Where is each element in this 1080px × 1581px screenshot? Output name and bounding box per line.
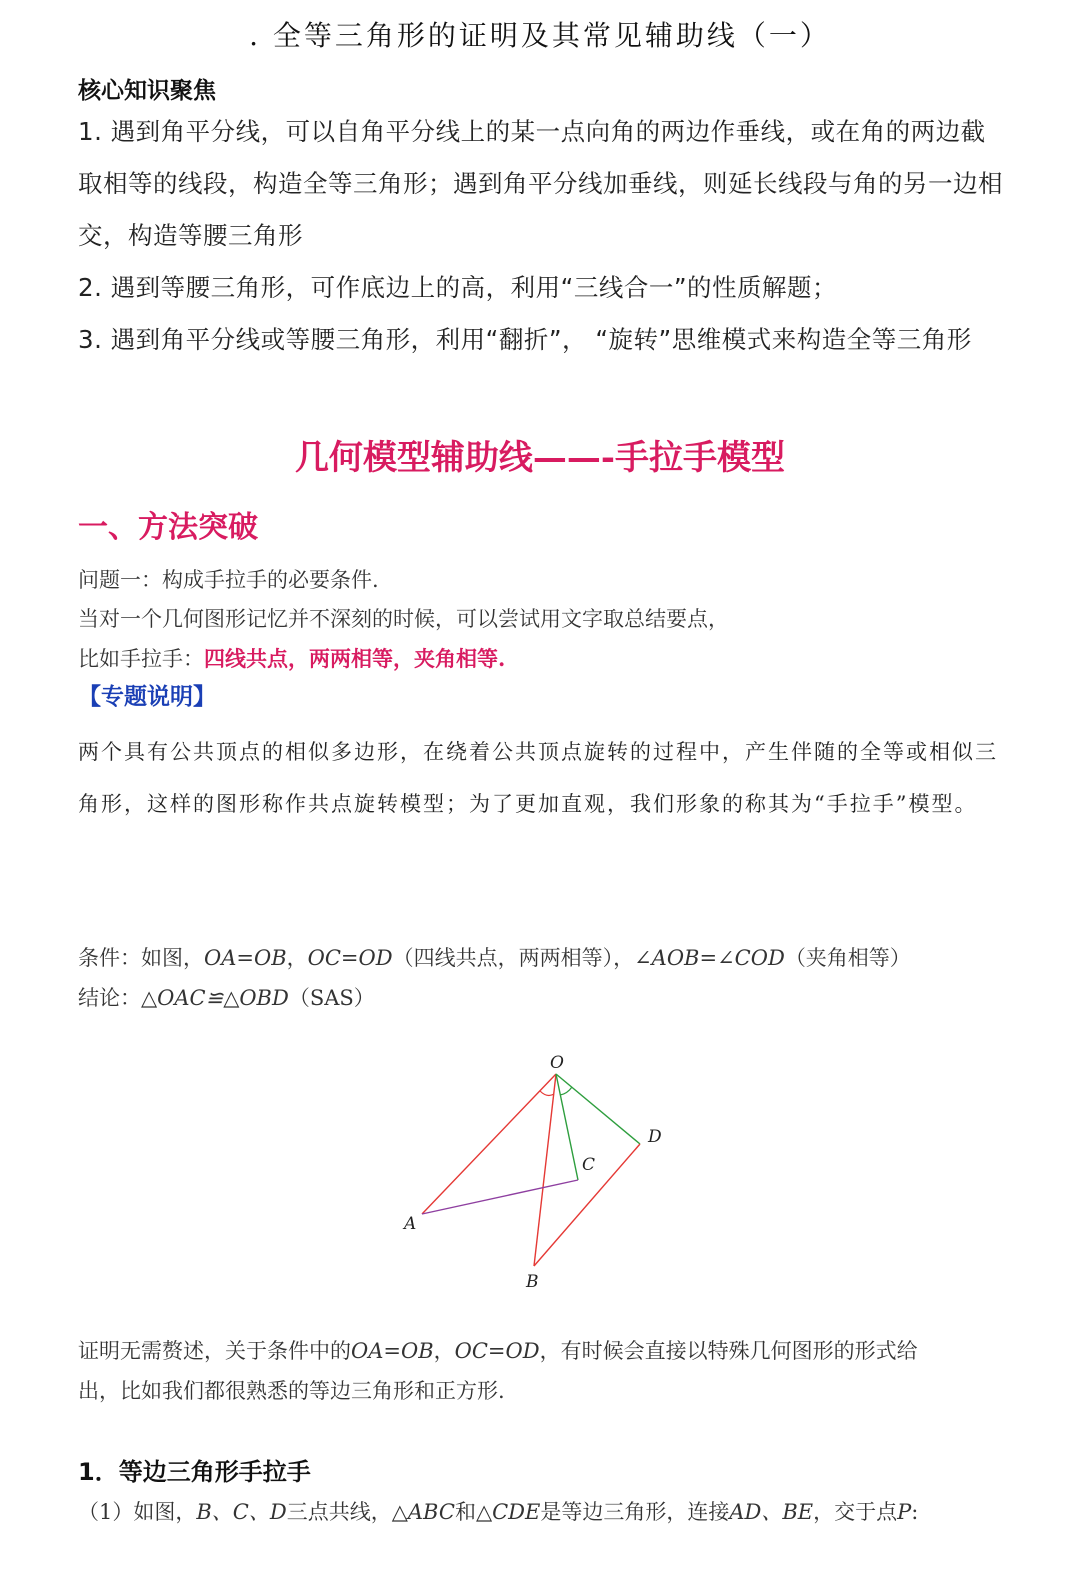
method-hint: 当对一个几何图形记忆并不深刻的时候，可以尝试用文字取总结要点， (78, 607, 729, 631)
method-summary (78, 643, 505, 673)
problem-triangle-abc: △ABC (391, 1500, 455, 1524)
core-point-3: 3. 遇到角平分线或等腰三角形，利用“翻折”， “旋转”思维模式来构造全等三角形 (78, 325, 972, 354)
problem-mid-2: 是等边三角形，连接 (540, 1500, 730, 1524)
proof-note-text-2: ，有时候会直接以特殊几何图形的形式给 (539, 1339, 918, 1363)
problem-segments: AD、BE (729, 1500, 814, 1524)
method-question: 问题一：构成手拉手的必要条件. (78, 568, 379, 592)
method-summary-prefix: 比如手拉手： (78, 647, 204, 671)
core-knowledge-heading: 核心知识聚焦 (78, 78, 216, 104)
angle-arc-aob (540, 1091, 554, 1095)
problem-triangle-cde: △CDE (475, 1500, 541, 1524)
label-b: B (526, 1272, 539, 1292)
subsection-heading: 1．等边三角形手拉手 (78, 1458, 311, 1486)
problem-prefix: （1）如图， (78, 1500, 197, 1524)
proof-note-line-1 (78, 1335, 918, 1365)
section-title: 一、方法突破 (78, 510, 258, 545)
core-point-2: 2. 遇到等腰三角形，可作底边上的高，利用“三线合一”的性质解题； (78, 273, 838, 302)
topic-description: 两个具有公共顶点的相似多边形，在绕着公共顶点旋转的过程中，产生伴随的全等或相似三角形，这样的图形称作共点旋转模型；为了更加直观，我们形象的称其为“手拉手”模型。 (78, 740, 998, 816)
method-summary-highlight: 四线共点，两两相等，夹角相等. (204, 646, 506, 671)
problem-mid: 三点共线， (286, 1500, 392, 1524)
conclusion-expr: △OAC≌△OBD (141, 986, 289, 1010)
proof-note-eq-1: OA=OB (351, 1339, 434, 1363)
label-d: D (648, 1127, 662, 1147)
topic-heading: 【专题说明】 (78, 684, 216, 710)
problem-end: ，交于点 (813, 1500, 898, 1524)
condition-label: 条件：如图， (78, 946, 204, 970)
segment-ac (422, 1180, 578, 1214)
segment-ob (534, 1074, 556, 1266)
core-point-1: 1. 遇到角平分线，可以自角平分线上的某一点向角的两边作垂线，或在角的两边截取相等的线段，构造全等三角形；遇到角平分线加垂线，则延长线段与角的另一边相交，构造等腰三角形 (78, 117, 1003, 250)
model-title: 几何模型辅助线——-手拉手模型 (294, 438, 786, 478)
proof-note-text-1: 证明无需赘述，关于条件中的 (78, 1339, 351, 1363)
conclusion-label: 结论： (78, 986, 141, 1010)
angle-arc-cod (560, 1087, 572, 1095)
condition-eq-angle: ∠AOB=∠COD (634, 946, 785, 970)
condition-note-2: （夹角相等） (784, 946, 911, 970)
label-a: A (404, 1214, 417, 1234)
problem-point-p: P (897, 1500, 912, 1524)
label-c: C (582, 1155, 596, 1175)
condition-eq-oa-ob: OA=OB (204, 946, 287, 970)
condition-note-1: （四线共点，两两相等）， (392, 946, 635, 970)
condition-sep: ， (286, 946, 308, 970)
problem-points: B、C、D (196, 1500, 287, 1524)
subsection-problem-line (78, 1496, 918, 1526)
label-o: O (550, 1053, 564, 1073)
segment-oa (422, 1074, 556, 1214)
condition-line (78, 942, 911, 972)
proof-note-line-2: 出，比如我们都很熟悉的等边三角形和正方形. (78, 1379, 505, 1403)
conclusion-note: （SAS） (288, 986, 375, 1010)
proof-note-sep: ， (433, 1339, 455, 1363)
problem-colon: : (911, 1500, 919, 1524)
problem-and: 和 (454, 1500, 476, 1524)
conclusion-line (78, 982, 375, 1012)
page-title: . 全等三角形的证明及其常见辅助线（一） (249, 19, 831, 52)
hand-in-hand-figure (380, 1040, 700, 1300)
proof-note-eq-2: OC=OD (454, 1339, 540, 1363)
condition-eq-oc-od: OC=OD (307, 946, 393, 970)
